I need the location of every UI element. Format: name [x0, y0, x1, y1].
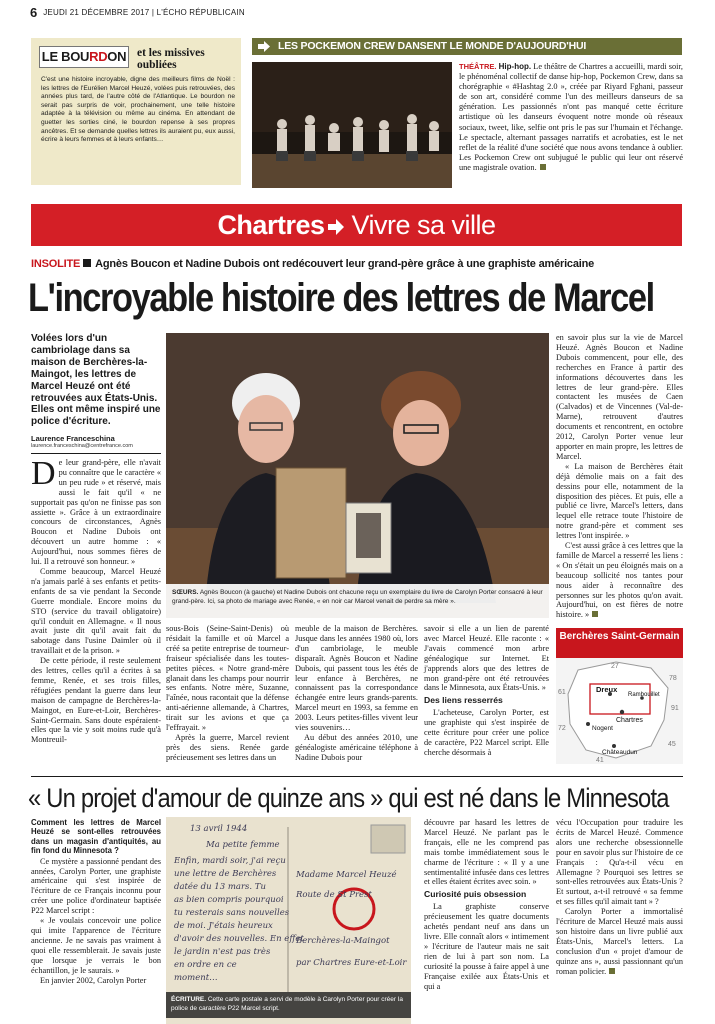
byline	[31, 434, 161, 449]
postcard-line: Ma petite femme	[206, 840, 280, 850]
story2-column-4	[556, 818, 683, 977]
col4-subhead: Des liens resserrés	[424, 695, 503, 706]
col3-p2: Au début des années 2010, une généalogiste américaine téléphone à Nadine Dubois pour	[295, 732, 418, 762]
postcard-line: datée du 13 mars. Tu	[174, 882, 266, 892]
postcard-line: 13 avril 1944	[190, 824, 248, 834]
folio-meta: JEUDI 21 DÉCEMBRE 2017 | L'ÉCHO RÉPUBLICAIN	[43, 7, 245, 17]
chapo: Volées lors d'un cambriolage dans sa maison de Berchères-la-Maingot, les lettres de Marcel Heuzé ont été retrouvées aux États-Unis. Elles ont même inspiré une police d'écriture.	[31, 333, 161, 428]
map-dept: 41	[596, 757, 604, 764]
postcard-address: Route de St Prest	[296, 890, 372, 900]
bourdon-box	[31, 38, 241, 185]
map-dept: 72	[558, 725, 566, 732]
end-square-icon	[592, 611, 598, 617]
square-icon	[83, 259, 91, 267]
pockemon-lead: Hip-hop.	[498, 62, 532, 71]
story2-c1p2: « Je voulais concevoir une police qui imite l'apparence de l'écriture ancienne. Je ne savais pas vraiment à quoi elle ressemblerait. Je savais juste que lorsque je verrais le bon échantillon, je le saurais. »	[31, 916, 161, 975]
col2-p2: Après la guerre, Marcel revient près des siens. Renée garde précieusement ses lettres dans un	[166, 732, 289, 762]
column-5	[556, 333, 683, 620]
page-number: 6	[30, 4, 38, 20]
story-rule	[31, 776, 683, 777]
col3-p1: meuble de la maison de Berchères. Jusque dans les années 1980 où, lors d'un cambriolage, le meuble disparaît. Agnès Boucon et Nadine Dubois, qui passent tous les étés de leur enfance à Berchères, ne connaissent pas la correspondance échangée entre leurs grands-parents. Marcel meurt en 1993, sa femme en 2003. Leurs petites-filles vivent leur vies souvenirs…	[295, 624, 418, 733]
col5-p3: C'est aussi grâce à ces lettres que la famille de Marcel a resserré les liens : « On s'était un peu éloignés mais on a beaucoup sollicité nos tantes pour nous aider à reconnaître des personnes sur les photos qu'on avait. Aujourd'hui, on est fières de notre histoire. »	[556, 541, 683, 620]
main-photo	[166, 333, 549, 618]
postcard-caption-kicker: ÉCRITURE.	[171, 996, 207, 1003]
map-place: Chartres	[616, 717, 643, 724]
dropcap: D	[31, 455, 56, 492]
col5-p1: en savoir plus sur la vie de Marcel Heuzé. Agnès Boucon et Nadine Dubois commencent, pour elle, des recherches en France à partir des informations découvertes dans les lettres de leur grand-père. Elles contactent les musées de Caen (Calvados) et de Vincennes (Val-de-Marne), retrouvent d'autres documents et rencontrent, en octobre 2012, Carolyn Porter venue leur apporter en main propre, les lettres de Marcel.	[556, 333, 683, 461]
map-place: Nogent	[592, 725, 613, 732]
story2-title: « Un projet d'amour de quinze ans » qui est né dans le Minnesota	[28, 783, 669, 813]
arrow-right-icon	[328, 219, 344, 235]
locator-map	[556, 628, 683, 764]
pockemon-band	[252, 38, 682, 55]
story2-c4p2: Carolyn Porter a immortalisé l'écriture de Marcel Heuzé mais aussi son histoire dans un livre publié aux États-Unis, Marcel's letters. La conclusion d'un « projet d'amour de quinze ans », aussi passionnant qu'un roman policier.	[556, 907, 683, 976]
column-1: De leur grand-père, elle n'avait pu connaître que le caractère « un peu rude » et réservé, mais aussi le fait qu'il « ne supportait pas qu'on ne finisse pas son assiette ». Grâce à un extraordinaire concours de circonstances, Agnès Boucon et Nadine Dubois ont découvert un autre homme : « Aujourd'hui, nous sommes fières de lui. Il a retrouvé son honneur. » Comme beaucoup, Marcel Heuzé n'a jamais parlé à ses enfants et petits-enfants de sa vie pendant la Seconde Guerre mondiale. Encore moins du STO (service du travail obligatoire) qu'il conduit en Allemagne. « Il nous avait juste dit qu'il avait fait du sabotage dans l'usine Daimler où il travaillait et de la prison. » De cette période, il reste seulement des lettres, celles qu'il a écrites à sa femme, Renée, et ses trois filles, réfugiées pendant la guerre dans leur maison de campagne de Berchères-la-Maingot, en Eure-et-Loir, Berchères-Saint-Germain. Sans doute espéraient-elles que la vie y soit moins rude qu'à Montreuil-	[31, 455, 161, 745]
story2-lead: Comment les lettres de Marcel Heuzé se sont-elles retrouvées dans un magasin d'antiquités, au fin fond du Minnesota ?	[31, 818, 161, 856]
pockemon-photo	[252, 62, 452, 188]
postcard-caption-text: Cette carte postale a servi de modèle à Carolyn Porter pour créer la police de caractère P22 Marcel script.	[171, 996, 403, 1012]
story2-c1p3: En janvier 2002, Carolyn Porter	[40, 975, 147, 985]
end-square-icon	[540, 164, 546, 170]
story2-c3-subhead: Curiosité puis obsession	[424, 889, 527, 900]
postcard-line: d'avoir des nouvelles. En effet	[174, 934, 304, 944]
map-dept: 91	[671, 705, 679, 712]
column-3	[295, 624, 418, 763]
column-4	[424, 624, 549, 758]
byline-name: Laurence Franceschina	[31, 434, 115, 443]
map-place: Dreux	[596, 685, 618, 694]
map-place: Châteaudun	[602, 749, 638, 756]
postcard-line: tu resterais sans nouvelles	[174, 908, 290, 918]
folio	[30, 4, 690, 20]
banner-city: Chartres	[217, 210, 325, 240]
byline-email: laurence.franceschina@centrefrance.com	[31, 443, 133, 449]
postcard-line: de moi. J'étais heureux	[174, 921, 273, 931]
postcard-line: moment…	[174, 973, 218, 983]
story2-column-3	[424, 818, 549, 991]
postcard-line: le jardin n'est pas très	[174, 947, 271, 957]
story2-c3p2: La graphiste conserve précieusement les quatre documents achetés pendant neuf ans dans un livre. Elle connaît alors « intimement » l'écriture de l'auteur mais ne sait rien de lui à part son nom. La curiosité la pousse à faire appel à une Française exilée aux États-Unis et qui a	[424, 902, 549, 991]
map-dept: 27	[611, 663, 619, 670]
postcard-address: par Chartres Eure-et-Loir	[296, 958, 407, 968]
postcard-line: une lettre de Berchères	[174, 869, 277, 879]
postcard-address: Madame Marcel Heuzé	[296, 870, 397, 880]
section-banner	[31, 204, 682, 246]
bourdon-headline: et les missives oubliées	[137, 47, 205, 71]
bourdon-body: C'est une histoire incroyable, digne des meilleurs films de Noël : les lettres de l'Eurélien Marcel Heuzé, volées puis retrouvées, des années plus tard, de l'autre côté de l'Atlantique. Le bourdon ne serait pas surpris de voir, prochainement, une telle histoire adaptée à la télévision ou même au cinéma. En attendant de guetter les sorties ciné, le bourdon repense à ses propres ancêtres. Et se demande quelles lettres ils auraient pu, eux aussi, écrire à leurs femmes et à leurs enfants…	[41, 76, 235, 144]
main-title: L'incroyable histoire des lettres de Marcel	[28, 276, 654, 320]
insolite-line	[31, 256, 682, 272]
photo-caption	[166, 584, 549, 618]
arrow-right-icon	[258, 41, 270, 52]
col1-p2: Comme beaucoup, Marcel Heuzé n'a jamais parlé à ses enfants et petits-enfants de sa vie pendant la Seconde Guerre mondiale. Encore moins du STO (service du travail obligatoire) qu'il conduit en Allemagne. « Il nous avait juste dit qu'il avait fait du sabotage dans l'usine Daimler où il travaillait et de la prison. »	[31, 566, 161, 656]
photo-caption-text: Agnès Boucon (à gauche) et Nadine Dubois ont chacune reçu un exemplaire du livre de Carolyn Porter consacré à leur grand-père. Ici, sa photo de mariage avec Renée, « en noir car Marcel venait de perdre sa mère ».	[172, 589, 543, 605]
story2-c1p1: Ce mystère a passionné pendant des années, Carolyn Porter, une graphiste américaine qui s'est inspirée de l'écriture de ce Français inconnu pour créer une police d'ordinateur baptisée P22 Marcel script :	[31, 856, 161, 916]
col2-p1: sous-Bois (Seine-Saint-Denis) où résidait la famille et où Marcel a créé sa petite entreprise de tourneur-fraiseur spécialisée dans les toutes-petites pièces. « Notre grand-mère glanait dans les champs pour nourrir ses enfants. Notre mère, Suzanne, l'aînée, nous racontait que la défense anti-aérienne allemande, à Chartres, tirait sur les avions et que ça l'effrayait. »	[166, 624, 289, 733]
insolite-kicker: INSOLITE	[31, 258, 81, 270]
col5-p2: « La maison de Berchères était déjà démolie mais on a fait des dessins pour elle, notamment de la disposition des pièces. Et puis, elle a publié ce livre, Marcel's letters, dans lequel elle retrace toute l'histoire de notre grand-père et comment ses lettres l'ont inspirée. »	[556, 461, 683, 541]
photo-caption-kicker: SŒURS.	[172, 589, 199, 596]
postcard-caption	[166, 992, 411, 1018]
map-dept: 61	[558, 689, 566, 696]
end-square-icon	[609, 968, 615, 974]
story2-c3p1: découvre par hasard les lettres de Marcel Heuzé. Ne parlant pas le français, elle ne les comprend pas mais tombe immédiatement sous le charme de l'écriture : « Il y a une sentimentalité infusée dans ces lettres et elles étaient écrites avec soin. »	[424, 818, 549, 887]
col4-p1: savoir si elle a un lien de parenté avec Marcel Heuzé. Elle raconte : « J'avais commencé mon arbre généalogique sur Internet. Et j'apprends alors que des lettres de mon grand-père ont été retrouvées dans le Minnesota, aux États-Unis. »	[424, 624, 549, 693]
map-place: Rambouillet	[628, 692, 660, 698]
bourdon-logo: LE BOURDON	[39, 46, 129, 68]
column-2	[166, 624, 289, 763]
col4-p2: L'acheteuse, Carolyn Porter, est une graphiste qui s'est inspirée de cette écriture pour créer une police de caractère, P22 Marcel script. Elle cherche désormais à	[424, 708, 549, 757]
pockemon-kicker: THÉÂTRE.	[459, 62, 497, 71]
col1-p3: De cette période, il reste seulement des lettres, celles qu'il a écrites à sa femme, Renée, et ses trois filles, réfugiées pendant la guerre dans leur maison de campagne de Berchères-la-Maingot, en Eure-et-Loir, Berchères-Saint-Germain. Sans doute espéraient-elles que la vie y soit moins rude qu'à Montreuil-	[31, 656, 161, 745]
postcard-address: Berchères-la-Maingot	[296, 936, 390, 946]
pockemon-body: Le théâtre de Chartres a accueilli, mardi soir, le phénoménal collectif de danse hip-hop, Pockemon Crew, dans sa chorégraphie « #Hashtag 2.0 », créée par Riyard Fghani, passeur de son art, considéré comme l'un des meilleurs danseurs de sa génération. Les passionnés n'ont pas manqué cette écriture artistique où les danseurs évoquent notre monde où réseaux sociaux, tweet, like, selfie ont pris le pas sur l'humain et l'échange. Le spectacle, alternant passages narratifs et acrobaties, est le net reflet de la réalité d'une société que nous avons tendance à oublier. Les Pockemon Crew ont subjugué le public qui leur ont réservé une magistrale ovation.	[459, 62, 683, 172]
map-dept: 45	[668, 741, 676, 748]
postcard-line: as bien compris pourquoi	[174, 895, 284, 905]
story2-c4p1: vécu l'Occupation pour traduire les écrits de Marcel Heuzé. Commence alors une recherche obsessionnelle pour en savoir plus sur l'histoire de ce Français : Qu'a-t-il vécu en Allemagne ? Pourquoi ses lettres se sont-elles retrouvées aux États-Unis ? Et surtout, a-t-il retrouvé « sa femme et ses filles qu'il aimait tant » ?	[556, 818, 683, 907]
postcard-line: en ordre en ce	[174, 960, 237, 970]
pockemon-band-title: LES POCKEMON CREW DANSENT LE MONDE D'AUJOURD'HUI	[278, 40, 587, 52]
map-title: Berchères Saint-Germain	[556, 628, 683, 658]
insolite-text: Agnès Boucon et Nadine Dubois ont redécouvert leur grand-père grâce à une graphiste américaine	[95, 258, 595, 270]
pockemon-text	[459, 62, 683, 173]
postcard-line: Enfin, mardi soir, j'ai reçu	[174, 856, 286, 866]
story2-column-1	[31, 818, 161, 985]
map-dept: 78	[669, 675, 677, 682]
byline-rule	[31, 453, 161, 454]
banner-section: Vivre sa ville	[351, 210, 496, 240]
